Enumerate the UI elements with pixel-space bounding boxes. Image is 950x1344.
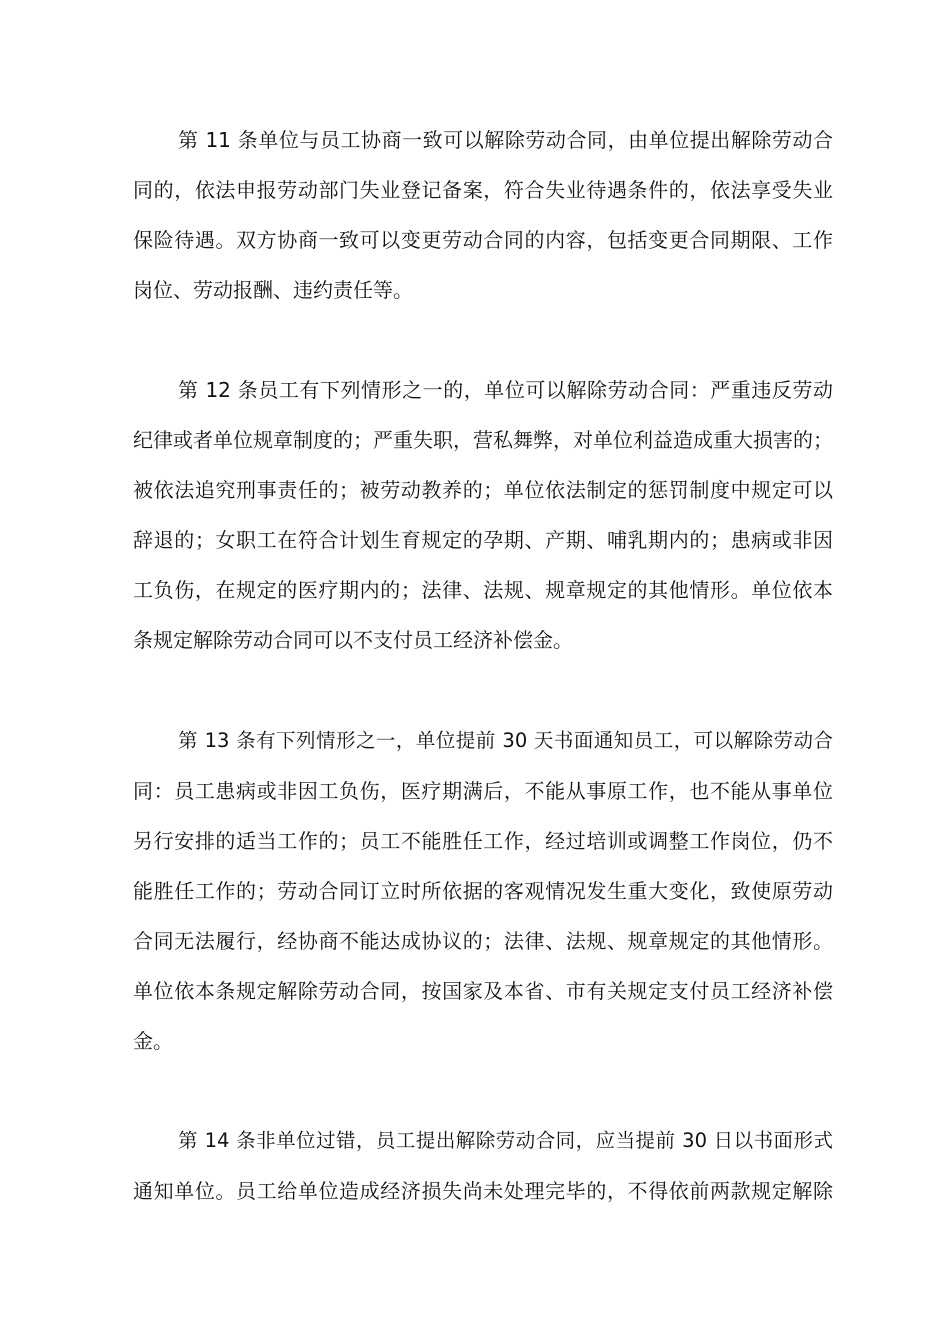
article-13-line-2: 同：员工患病或非因工负伤，医疗期满后，不能从事原工作，也不能从事单位	[133, 779, 833, 803]
article-13-line-5: 合同无法履行，经协商不能达成协议的；法律、法规、规章规定的其他情形。	[133, 929, 833, 953]
article-11-line-1: 第 11 条单位与员工协商一致可以解除劳动合同，由单位提出解除劳动合	[178, 128, 833, 152]
article-11-line-4: 岗位、劳动报酬、违约责任等。	[133, 278, 413, 302]
article-12-line-1: 第 12 条员工有下列情形之一的，单位可以解除劳动合同：严重违反劳动	[178, 378, 833, 402]
article-12-line-2: 纪律或者单位规章制度的；严重失职，营私舞弊，对单位利益造成重大损害的；	[133, 428, 833, 452]
article-12-line-6: 条规定解除劳动合同可以不支付员工经济补偿金。	[133, 628, 573, 652]
article-13-line-1: 第 13 条有下列情形之一，单位提前 30 天书面通知员工，可以解除劳动合	[178, 729, 833, 752]
article-13-line-3: 另行安排的适当工作的；员工不能胜任工作，经过培训或调整工作岗位，仍不	[133, 829, 833, 853]
article-14-line-1: 第 14 条非单位过错，员工提出解除劳动合同，应当提前 30 日以书面形式	[178, 1129, 833, 1152]
article-11-line-2: 同的，依法申报劳动部门失业登记备案，符合失业待遇条件的，依法享受失业	[133, 178, 833, 202]
article-12-line-4: 辞退的；女职工在符合计划生育规定的孕期、产期、哺乳期内的；患病或非因	[133, 528, 833, 552]
article-11-line-3: 保险待遇。双方协商一致可以变更劳动合同的内容，包括变更合同期限、工作	[133, 228, 833, 252]
article-13-line-7: 金。	[133, 1029, 173, 1053]
article-12-line-3: 被依法追究刑事责任的；被劳动教养的；单位依法制定的惩罚制度中规定可以	[133, 478, 833, 502]
article-13-line-4: 能胜任工作的；劳动合同订立时所依据的客观情况发生重大变化，致使原劳动	[133, 879, 833, 903]
article-13-line-6: 单位依本条规定解除劳动合同，按国家及本省、市有关规定支付员工经济补偿	[133, 979, 833, 1003]
article-12-line-5: 工负伤，在规定的医疗期内的；法律、法规、规章规定的其他情形。单位依本	[133, 578, 833, 602]
article-14-line-2: 通知单位。员工给单位造成经济损失尚未处理完毕的，不得依前两款规定解除	[133, 1179, 833, 1203]
